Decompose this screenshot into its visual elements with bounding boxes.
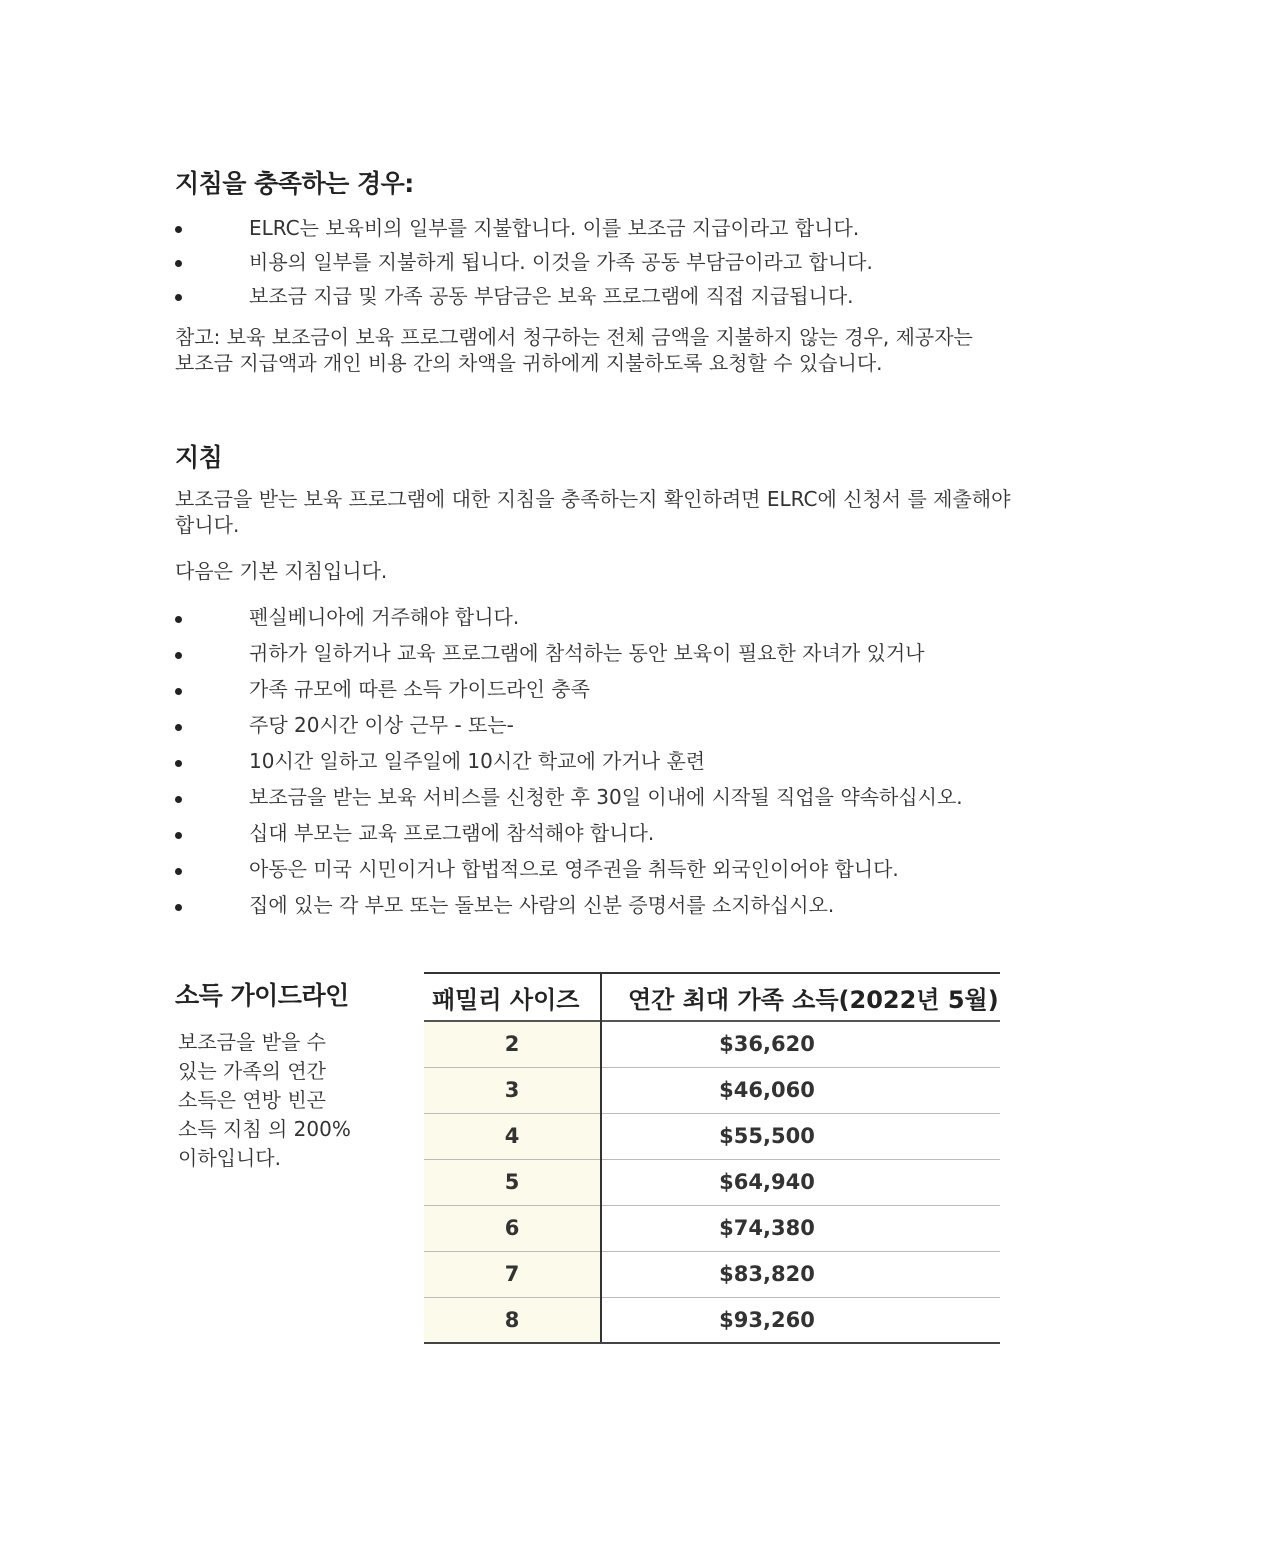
table-header-max-income: 연간 최대 가족 소득(2022년 5월) [628,986,999,1014]
table-row: 5 $64,940 [424,1160,1000,1206]
intro-paragraph: 보조금을 받는 보육 프로그램에 대한 지침을 충족하는지 확인하려면 ELRC에 신청서 를 제출해야 합니다. [175,487,1011,537]
bullet-icon [175,832,182,839]
bullet-icon [175,904,182,911]
section-heading-income: 소득 가이드라인 [175,981,349,1010]
bullet-icon [175,260,182,267]
table-row: 7 $83,820 [424,1252,1000,1298]
table-bottom-rule [424,1342,1000,1344]
table-row: 4 $55,500 [424,1114,1000,1160]
table-column-divider [600,974,602,1342]
section-heading-guidelines: 지침 [175,443,223,472]
bullet-icon [175,868,182,875]
bullet-icon [175,688,182,695]
table-top-rule [424,972,1000,974]
bullet-icon [175,616,182,623]
table-row: 3 $46,060 [424,1068,1000,1114]
bullet-icon [175,294,182,301]
table-row: 6 $74,380 [424,1206,1000,1252]
basic-guidelines-label: 다음은 기본 지침입니다. [175,559,388,583]
bullet-icon [175,226,182,233]
bullet-icon [175,796,182,803]
income-description: 보조금을 받을 수 있는 가족의 연간 소득은 연방 빈곤 소득 지침 의 200% 이하입니다. [178,1030,351,1170]
bullet-icon [175,652,182,659]
bullet-icon [175,760,182,767]
bullet-icon [175,724,182,731]
document-page: 지침을 충족하는 경우: ELRC는 보육비의 일부를 지불합니다. 이를 보조금 지급이라고 합니다. 비용의 일부를 지불하게 됩니다. 이것을 가족 공동 부담금이라고 합니다. 보조금 지급 및 가족 공동 부담금은 보육 프로그램에 직접 지급됩니다. 참고: 보육 보조금이 보육 프로그램에서 청구하는 전체 금액을 지불하지 않는 경우, 제공자는 보조금 지급액과 개인 비용 간의 차액을 귀하에게 지불하도록 요청할 수 있습니다. 지침 보조금을 받는 보육 프로그램에 대한 지침을 충족하는지 확인하려면 ELRC에 신청서 를 제출해야 합니다. 다음은 기본 지침입니다. 펜실베니아에 거주해야 합니다. 귀하가 일하거나 교육 프로그램에 참석하는 동안 보육이 필요한 자녀가 있거나 가족 규모에 따른 소득 가이드라인 충족 주당 20시간 이상 근무 - 또는- 10시간 일하고 일주일에 10시간 학교에 가거나 훈련 보조금을 받는 보육 서비스를 신청한 후 30일 이내에 시작될 직업을 약속하십시오. 십대 부모는 교육 프로그램에 참석해야 합니다. 아동은 미국 시민이거나 합법적으로 영주권을 취득한 외국인이어야 합니다. 집에 있는 각 부모 또는 돌보는 사람의 신분 증명서를 소지하십시오. 소득 가이드라인 보조금을 받을 수 있는 가족의 연간 소득은 연방 빈곤 소득 지침 의 200% 이하입니다. 패밀리 사이즈 연간 최대 가족 소득(2022년 5월) 2 $36,620 3 $46,060 4 $55,500 5 $64,940 6 $74,380 7 $83,820 8 $93,260 [0,0,1283,1561]
table-row: 8 $93,260 [504,1308,815,1332]
table-header-family-size: 패밀리 사이즈 [432,986,580,1014]
section-heading-eligibility: 지침을 충족하는 경우: [175,169,414,198]
table-row: 2 $36,620 [424,1022,1000,1068]
note-paragraph: 참고: 보육 보조금이 보육 프로그램에서 청구하는 전체 금액을 지불하지 않는 경우, 제공자는 보조금 지급액과 개인 비용 간의 차액을 귀하에게 지불하도록 요청할 수 있습니다. [175,325,973,375]
